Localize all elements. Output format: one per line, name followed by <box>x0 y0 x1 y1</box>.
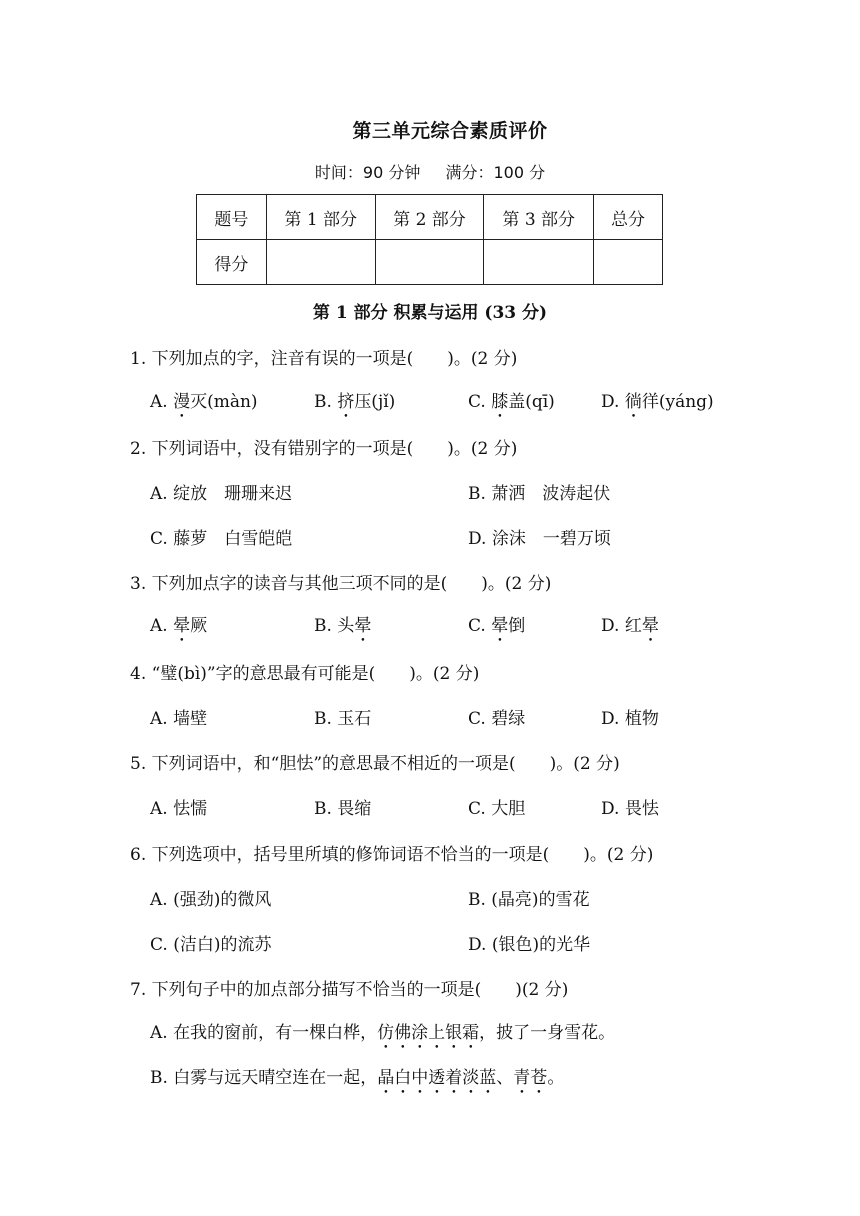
option-d[interactable]: D. 畏怯 <box>601 799 659 819</box>
option-d[interactable]: D. 植物 <box>601 709 659 729</box>
score-table-header-row <box>197 195 663 240</box>
score-table <box>196 194 663 285</box>
option-b[interactable]: B. 白雾与远天晴空连在一起，晶白中透着淡蓝、青苍。 <box>150 1068 565 1088</box>
option-a[interactable]: A. 在我的窗前，有一棵白桦，仿佛涂上银霜，披了一身雪花。 <box>150 1023 616 1043</box>
option-c[interactable]: C. 藤萝 白雪皑皑 <box>150 529 293 549</box>
score-input-cell[interactable] <box>266 240 375 285</box>
question-stem: 2. 下列词语中，没有错别字的一项是( )。(2 分) <box>130 439 518 459</box>
option-c[interactable]: C. 大胆 <box>468 799 526 819</box>
option-a[interactable]: A. (强劲)的微风 <box>150 890 272 910</box>
option-c[interactable]: C. 膝盖(qī) <box>468 392 555 412</box>
exam-meta <box>0 160 860 183</box>
section-title: 第 1 部分 积累与运用 (33 分) <box>312 303 548 323</box>
option-b[interactable]: B. 挤压(jǐ) <box>314 392 396 412</box>
option-d[interactable]: D. (银色)的光华 <box>468 935 591 955</box>
score-header-cell: 总分 <box>594 195 663 240</box>
question-stem: 4. “璧(bì)”字的意思最有可能是( )。(2 分) <box>130 664 480 684</box>
question-stem: 3. 下列加点字的读音与其他三项不同的是( )。(2 分) <box>130 574 552 594</box>
option-d[interactable]: D. 徜徉(yáng) <box>601 392 714 412</box>
score-table-score-row <box>197 240 663 285</box>
exam-time: 时间：90 分钟 <box>314 163 421 182</box>
option-b[interactable]: B. 萧洒 波涛起伏 <box>468 484 611 504</box>
option-a[interactable]: A. 绽放 珊珊来迟 <box>150 484 293 504</box>
score-input-cell[interactable] <box>594 240 663 285</box>
score-header-cell: 题号 <box>197 195 267 240</box>
option-d[interactable]: D. 红晕 <box>601 616 659 636</box>
question-stem: 6. 下列选项中，括号里所填的修饰词语不恰当的一项是( )。(2 分) <box>130 845 654 865</box>
score-header-cell: 第 2 部分 <box>375 195 484 240</box>
question-stem: 1. 下列加点的字，注音有误的一项是( )。(2 分) <box>130 349 518 369</box>
option-d[interactable]: D. 涂沫 一碧万顷 <box>468 529 611 549</box>
score-input-cell[interactable] <box>484 240 594 285</box>
option-b[interactable]: B. 头晕 <box>314 616 372 636</box>
question-stem: 5. 下列词语中，和“胆怯”的意思最不相近的一项是( )。(2 分) <box>130 754 620 774</box>
option-c[interactable]: C. 碧绿 <box>468 709 526 729</box>
option-a[interactable]: A. 墙壁 <box>150 709 208 729</box>
option-c[interactable]: C. (洁白)的流苏 <box>150 935 272 955</box>
option-a[interactable]: A. 怯懦 <box>150 799 208 819</box>
exam-full-score: 满分：100 分 <box>445 163 546 182</box>
score-header-cell: 第 1 部分 <box>266 195 375 240</box>
option-a[interactable]: A. 晕厥 <box>150 616 208 636</box>
score-header-cell: 第 3 部分 <box>484 195 594 240</box>
option-a[interactable]: A. 漫灭(màn) <box>150 392 258 412</box>
option-b[interactable]: B. 玉石 <box>314 709 372 729</box>
option-b[interactable]: B. 畏缩 <box>314 799 372 819</box>
question-stem: 7. 下列句子中的加点部分描写不恰当的一项是( )(2 分) <box>130 980 569 1000</box>
page-title: 第三单元综合素质评价 <box>352 120 548 142</box>
option-c[interactable]: C. 晕倒 <box>468 616 526 636</box>
score-row-label: 得分 <box>197 240 267 285</box>
option-b[interactable]: B. (晶亮)的雪花 <box>468 890 590 910</box>
score-input-cell[interactable] <box>375 240 484 285</box>
